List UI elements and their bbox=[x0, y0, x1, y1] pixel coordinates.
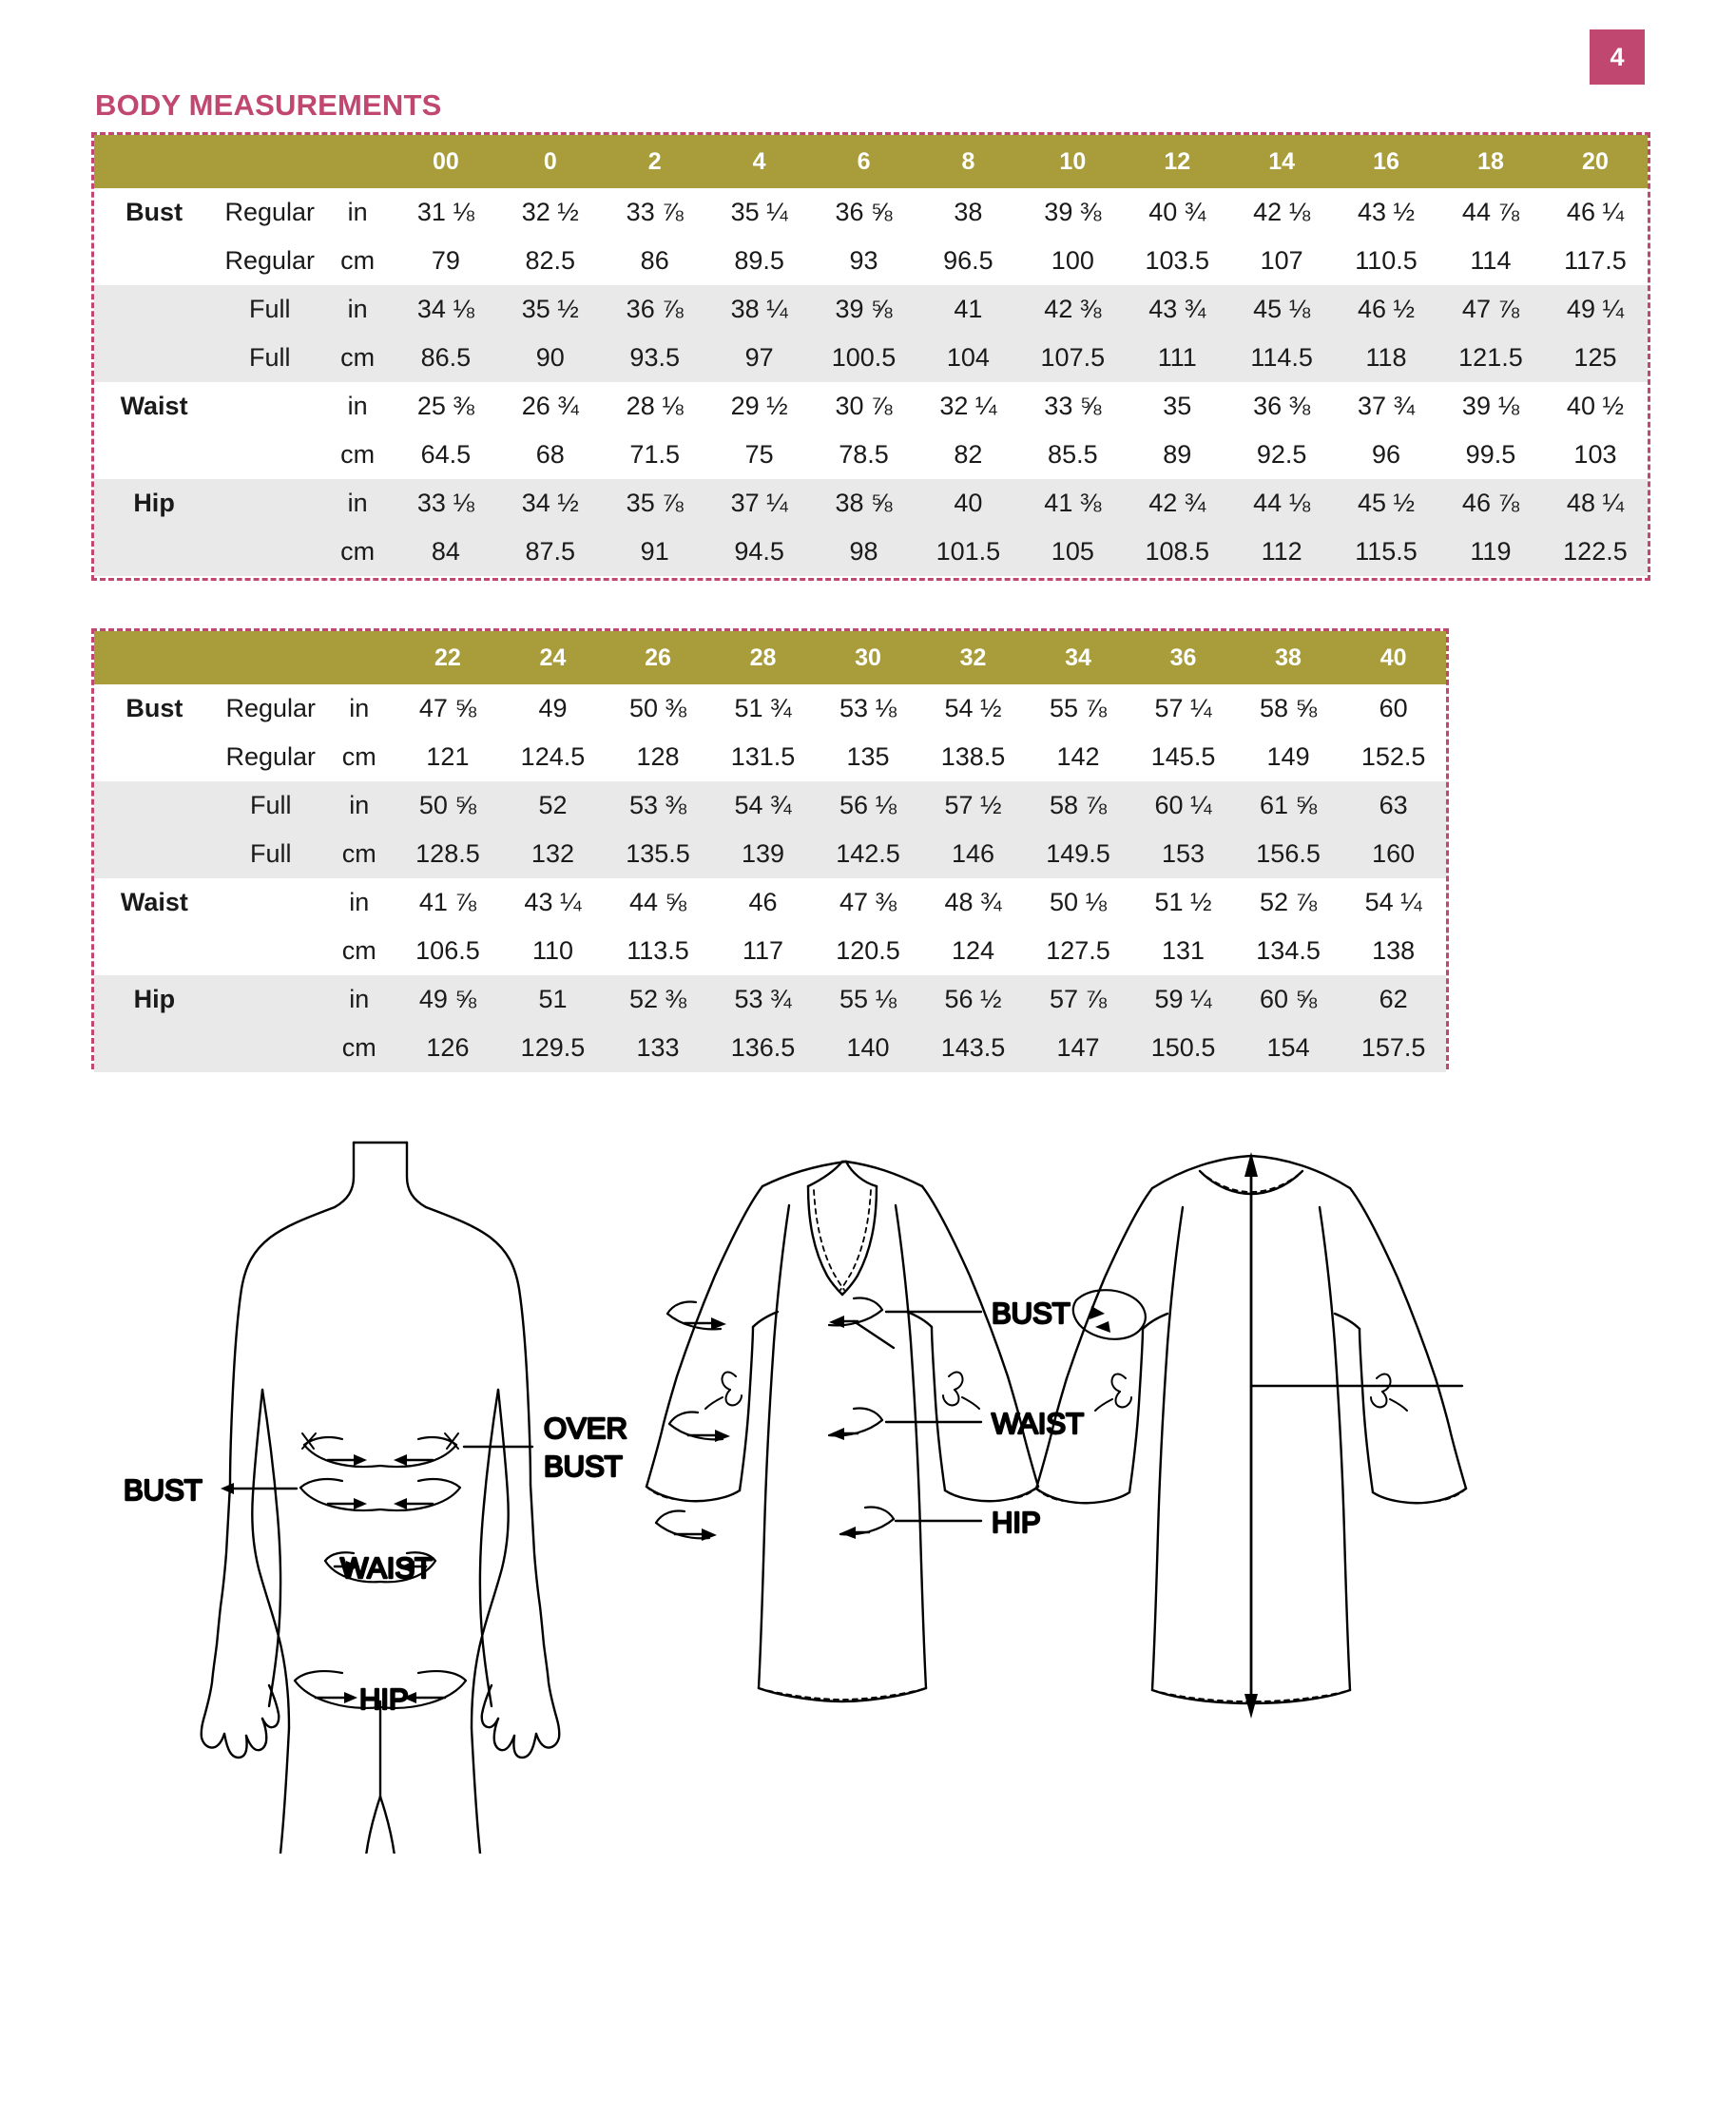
measurement-cell: 38 ⅝ bbox=[812, 479, 916, 528]
measurement-cell: 42 ¾ bbox=[1125, 479, 1229, 528]
measurement-cell: 115.5 bbox=[1334, 528, 1438, 576]
row-group-label bbox=[94, 285, 203, 334]
row-unit-label: in bbox=[333, 781, 395, 830]
measurement-cell: 36 ⅞ bbox=[603, 285, 707, 334]
row-unit-label: in bbox=[347, 198, 368, 226]
row-fit-label bbox=[203, 382, 331, 431]
measurement-cell: 33 ⅛ bbox=[394, 479, 498, 528]
table-row bbox=[94, 975, 1446, 1024]
row-unit-label: in bbox=[331, 479, 394, 528]
row-group-label bbox=[94, 733, 203, 781]
measurement-cell: 160 bbox=[1341, 830, 1446, 878]
measurement-cell: 140 bbox=[816, 1024, 921, 1072]
measurement-cell: 156.5 bbox=[1236, 830, 1341, 878]
measurement-cell: 100 bbox=[1051, 246, 1094, 275]
measurement-cell: 49 ¼ bbox=[1543, 285, 1648, 334]
measurement-cell: 111 bbox=[1125, 334, 1229, 382]
measurement-cell: 36 ⅜ bbox=[1253, 392, 1311, 420]
measurement-cell: 62 bbox=[1341, 975, 1446, 1024]
label-hip-body: HIP bbox=[359, 1682, 409, 1716]
measurement-cell: 79 bbox=[431, 246, 460, 275]
row-fit-label bbox=[203, 431, 331, 479]
measurement-cell: 103 bbox=[1573, 440, 1617, 469]
measurement-cell: 126 bbox=[395, 1024, 501, 1072]
label-waist-body: WAIST bbox=[340, 1551, 434, 1585]
measurement-cell: 131 bbox=[1162, 936, 1206, 965]
measurement-cell: 42 ⅛ bbox=[1253, 198, 1311, 226]
size-header-2: 2 bbox=[603, 135, 707, 188]
measurement-cell: 149.5 bbox=[1026, 830, 1131, 878]
size-header-22: 22 bbox=[395, 631, 501, 684]
size-header-38: 38 bbox=[1236, 631, 1341, 684]
measurement-cell: 121.5 bbox=[1438, 334, 1543, 382]
measurement-cell: 33 ⅝ bbox=[1044, 392, 1102, 420]
row-fit-label bbox=[203, 927, 333, 975]
measurement-cell: 51 ¾ bbox=[734, 694, 792, 722]
measurement-cell: 58 ⅞ bbox=[1026, 781, 1131, 830]
measurement-cell: 93.5 bbox=[603, 334, 707, 382]
measurement-cell: 100.5 bbox=[812, 334, 916, 382]
row-fit-label: Full bbox=[203, 285, 331, 334]
row-group-label bbox=[94, 334, 203, 382]
measurement-cell: 44 ⅝ bbox=[628, 888, 686, 916]
measurement-cell: 49 ⅝ bbox=[395, 975, 501, 1024]
size-header-16: 16 bbox=[1334, 135, 1438, 188]
measurement-cell: 40 bbox=[916, 479, 1020, 528]
measurement-cell: 138.5 bbox=[940, 742, 1006, 771]
measurement-cell: 110 bbox=[531, 936, 573, 965]
measurement-cell: 34 ⅛ bbox=[394, 285, 498, 334]
measurement-cell: 118 bbox=[1334, 334, 1438, 382]
size-header-00: 00 bbox=[394, 135, 498, 188]
size-header-24: 24 bbox=[500, 631, 606, 684]
row-group-label bbox=[94, 927, 203, 975]
measurement-cell: 125 bbox=[1543, 334, 1648, 382]
table-row bbox=[94, 382, 1648, 431]
measurement-cell: 139 bbox=[710, 830, 816, 878]
measurement-cell: 114.5 bbox=[1229, 334, 1334, 382]
measurement-cell: 86 bbox=[640, 246, 669, 275]
measurement-cell: 157.5 bbox=[1341, 1024, 1446, 1072]
table-row bbox=[94, 237, 1648, 285]
measurement-cell: 46 bbox=[748, 888, 778, 916]
row-unit-label: cm bbox=[341, 742, 376, 771]
measurement-cell: 42 ⅜ bbox=[1020, 285, 1125, 334]
measurement-cell: 53 ⅜ bbox=[606, 781, 711, 830]
measurement-cell: 49 bbox=[538, 694, 568, 722]
measurement-cell: 29 ½ bbox=[730, 392, 788, 420]
measurement-cell: 52 bbox=[500, 781, 606, 830]
row-fit-label: Full bbox=[203, 334, 331, 382]
measurement-cell: 45 ⅛ bbox=[1229, 285, 1334, 334]
measurement-cell: 99.5 bbox=[1465, 440, 1516, 469]
measurement-cell: 43 ¾ bbox=[1125, 285, 1229, 334]
measurement-cell: 55 ⅞ bbox=[1050, 694, 1108, 722]
measurement-cell: 35 ⅞ bbox=[603, 479, 707, 528]
size-header-18: 18 bbox=[1438, 135, 1543, 188]
measurement-cell: 41 bbox=[916, 285, 1020, 334]
row-fit-label bbox=[203, 1024, 333, 1072]
measurement-cell: 30 ⅞ bbox=[835, 392, 893, 420]
table-header-row bbox=[94, 135, 1648, 188]
body-measurements-table-sizes-00-20 bbox=[91, 132, 1650, 581]
measurement-cell: 131.5 bbox=[730, 742, 796, 771]
measurement-cell: 61 ⅝ bbox=[1236, 781, 1341, 830]
measurement-cell: 84 bbox=[394, 528, 498, 576]
measurement-cell: 38 bbox=[954, 198, 983, 226]
measurement-cell: 56 ⅛ bbox=[816, 781, 921, 830]
measurement-cell: 106.5 bbox=[415, 936, 480, 965]
measurement-cell: 147 bbox=[1026, 1024, 1131, 1072]
size-header-32: 32 bbox=[920, 631, 1026, 684]
measurement-cell: 46 ⅞ bbox=[1438, 479, 1543, 528]
measurement-cell: 43 ¼ bbox=[524, 888, 582, 916]
dress-back-figure bbox=[1036, 1152, 1466, 1719]
measurement-cell: 138 bbox=[1372, 936, 1416, 965]
page-title: BODY MEASUREMENTS bbox=[95, 88, 442, 122]
measurement-cell: 35 bbox=[1163, 392, 1192, 420]
measurement-cell: 114 bbox=[1470, 246, 1512, 275]
measurement-cell: 146 bbox=[920, 830, 1026, 878]
header-group-col bbox=[94, 631, 203, 684]
row-group-label bbox=[94, 528, 203, 576]
measurement-cell: 32 ½ bbox=[521, 198, 579, 226]
measurement-cell: 89.5 bbox=[734, 246, 784, 275]
measurement-cell: 56 ½ bbox=[920, 975, 1026, 1024]
label-waist-dress: WAIST bbox=[992, 1407, 1085, 1440]
measurement-cell: 107.5 bbox=[1020, 334, 1125, 382]
table-row bbox=[94, 1024, 1446, 1072]
table-header bbox=[94, 631, 1446, 684]
row-group-label bbox=[94, 1024, 203, 1072]
measurement-cell: 103.5 bbox=[1145, 246, 1210, 275]
label-over-bust-line1: OVER bbox=[544, 1412, 627, 1445]
table-row bbox=[94, 188, 1648, 237]
measurement-cell: 75 bbox=[744, 440, 774, 469]
measurement-cell: 113.5 bbox=[627, 936, 689, 965]
measurement-cell: 124.5 bbox=[520, 742, 586, 771]
measurement-cell: 105 bbox=[1020, 528, 1125, 576]
dress-front-figure bbox=[646, 1162, 1038, 1701]
size-header-20: 20 bbox=[1543, 135, 1648, 188]
measurement-cell: 36 ⅝ bbox=[835, 198, 893, 226]
row-fit-label: Regular bbox=[225, 742, 317, 771]
measurement-cell: 133 bbox=[606, 1024, 711, 1072]
row-unit-label: in bbox=[331, 285, 394, 334]
measurement-cell: 48 ¼ bbox=[1543, 479, 1648, 528]
row-fit-label: Regular bbox=[224, 246, 316, 275]
measurement-cell: 143.5 bbox=[920, 1024, 1026, 1072]
measurement-cell: 142 bbox=[1056, 742, 1100, 771]
measurement-cell: 89 bbox=[1163, 440, 1192, 469]
illustrations-svg bbox=[0, 1131, 1736, 1854]
row-fit-label bbox=[203, 878, 333, 927]
measurement-cell: 150.5 bbox=[1130, 1024, 1236, 1072]
row-unit-label: in bbox=[349, 694, 370, 722]
measurement-cell: 47 ⅞ bbox=[1438, 285, 1543, 334]
measurement-cell: 51 bbox=[500, 975, 606, 1024]
measurement-cell: 129.5 bbox=[500, 1024, 606, 1072]
measurement-cell: 91 bbox=[603, 528, 707, 576]
measurement-illustrations bbox=[0, 1131, 1736, 1854]
measurement-cell: 82.5 bbox=[525, 246, 576, 275]
row-unit-label: cm bbox=[341, 936, 376, 965]
table-row bbox=[94, 528, 1648, 576]
size-header-6: 6 bbox=[812, 135, 916, 188]
measurement-cell: 90 bbox=[498, 334, 603, 382]
row-fit-label bbox=[203, 975, 333, 1024]
measurement-cell: 39 ⅜ bbox=[1044, 198, 1102, 226]
table-row bbox=[94, 927, 1446, 975]
measurement-cell: 48 ¾ bbox=[944, 888, 1002, 916]
row-group-label: Waist bbox=[120, 392, 188, 420]
measurement-cell: 132 bbox=[500, 830, 606, 878]
measurement-cell: 60 bbox=[1379, 694, 1408, 722]
measurement-cell: 120.5 bbox=[836, 936, 900, 965]
row-group-label bbox=[94, 431, 203, 479]
size-header-12: 12 bbox=[1125, 135, 1229, 188]
table-row bbox=[94, 479, 1648, 528]
measurement-cell: 124 bbox=[951, 936, 995, 965]
measurement-cell: 58 ⅝ bbox=[1260, 694, 1318, 722]
row-fit-label: Regular bbox=[225, 694, 317, 722]
measurement-cell: 46 ½ bbox=[1334, 285, 1438, 334]
table-row bbox=[94, 285, 1648, 334]
header-unit-col bbox=[333, 631, 395, 684]
measurement-cell: 119 bbox=[1438, 528, 1543, 576]
measurement-cell: 45 ½ bbox=[1334, 479, 1438, 528]
measurement-cell: 110.5 bbox=[1355, 246, 1418, 275]
table-row bbox=[94, 431, 1648, 479]
measurement-cell: 85.5 bbox=[1048, 440, 1098, 469]
label-over-bust-line2: BUST bbox=[544, 1450, 623, 1483]
page-number-badge bbox=[1590, 29, 1645, 85]
row-group-label: Waist bbox=[120, 888, 188, 916]
row-fit-label bbox=[203, 528, 331, 576]
measurement-cell: 51 ½ bbox=[1154, 888, 1212, 916]
measurement-cell: 149 bbox=[1266, 742, 1310, 771]
measurement-cell: 54 ¼ bbox=[1364, 888, 1422, 916]
header-fit-col bbox=[203, 135, 331, 188]
header-fit-col bbox=[203, 631, 333, 684]
measurement-cell: 55 ⅛ bbox=[816, 975, 921, 1024]
measurement-cell: 145.5 bbox=[1150, 742, 1216, 771]
table-header-row bbox=[94, 631, 1446, 684]
measurement-cell: 37 ¾ bbox=[1358, 392, 1416, 420]
row-unit-label: in bbox=[347, 392, 368, 420]
row-unit-label: in bbox=[333, 975, 395, 1024]
measurement-cell: 32 ¼ bbox=[939, 392, 997, 420]
measurement-cell: 96.5 bbox=[943, 246, 993, 275]
measurement-cell: 44 ⅛ bbox=[1229, 479, 1334, 528]
table-row bbox=[94, 334, 1648, 382]
measurement-cell: 44 ⅞ bbox=[1461, 198, 1519, 226]
table-body bbox=[94, 684, 1446, 1072]
measurement-cell: 135.5 bbox=[606, 830, 711, 878]
table-row bbox=[94, 733, 1446, 781]
measurement-cell: 108.5 bbox=[1125, 528, 1229, 576]
measurement-cell: 57 ½ bbox=[920, 781, 1026, 830]
row-group-label bbox=[94, 781, 203, 830]
measurement-cell: 92.5 bbox=[1256, 440, 1307, 469]
measurement-cell: 153 bbox=[1130, 830, 1236, 878]
measurement-cell: 57 ⅞ bbox=[1026, 975, 1131, 1024]
measurement-cell: 82 bbox=[954, 440, 983, 469]
size-header-8: 8 bbox=[916, 135, 1020, 188]
measurement-cell: 112 bbox=[1229, 528, 1334, 576]
measurement-cell: 47 ⅝ bbox=[418, 694, 476, 722]
size-header-14: 14 bbox=[1229, 135, 1334, 188]
size-header-40: 40 bbox=[1341, 631, 1446, 684]
measurement-cell: 35 ¼ bbox=[730, 198, 788, 226]
table-body bbox=[94, 188, 1648, 576]
measurement-cell: 50 ⅝ bbox=[395, 781, 501, 830]
measurement-cell: 43 ½ bbox=[1358, 198, 1416, 226]
row-unit-label: cm bbox=[333, 830, 395, 878]
page-number-text: 4 bbox=[1610, 42, 1625, 71]
row-fit-label: Regular bbox=[224, 198, 316, 226]
row-unit-label: cm bbox=[331, 528, 394, 576]
row-group-label: Hip bbox=[94, 975, 203, 1024]
measurement-cell: 152.5 bbox=[1360, 742, 1426, 771]
measurement-cell: 68 bbox=[535, 440, 565, 469]
measurement-cell: 50 ⅜ bbox=[628, 694, 686, 722]
measurement-cell: 53 ¾ bbox=[710, 975, 816, 1024]
table-header bbox=[94, 135, 1648, 188]
row-group-label: Bust bbox=[125, 198, 183, 226]
row-unit-label: in bbox=[349, 888, 370, 916]
measurement-cell: 39 ⅛ bbox=[1461, 392, 1519, 420]
measurement-cell: 122.5 bbox=[1543, 528, 1648, 576]
measurement-cell: 64.5 bbox=[420, 440, 472, 469]
measurement-cell: 107 bbox=[1260, 246, 1303, 275]
size-header-26: 26 bbox=[606, 631, 711, 684]
measurement-cell: 40 ½ bbox=[1566, 392, 1624, 420]
table-row bbox=[94, 830, 1446, 878]
row-unit-label: cm bbox=[333, 1024, 395, 1072]
measurement-table-1 bbox=[94, 135, 1648, 576]
measurement-cell: 121 bbox=[426, 742, 470, 771]
row-group-label bbox=[94, 830, 203, 878]
row-unit-label: cm bbox=[340, 440, 376, 469]
row-group-label: Bust bbox=[125, 694, 183, 722]
measurement-cell: 40 ¾ bbox=[1148, 198, 1206, 226]
measurement-cell: 154 bbox=[1236, 1024, 1341, 1072]
table-row bbox=[94, 878, 1446, 927]
measurement-cell: 53 ⅛ bbox=[839, 694, 897, 722]
measurement-cell: 71.5 bbox=[629, 440, 680, 469]
header-group-col bbox=[94, 135, 203, 188]
size-header-34: 34 bbox=[1026, 631, 1131, 684]
size-header-4: 4 bbox=[707, 135, 812, 188]
measurement-cell: 35 ½ bbox=[498, 285, 603, 334]
measurement-cell: 25 ⅜ bbox=[416, 392, 474, 420]
measurement-cell: 47 ⅜ bbox=[839, 888, 897, 916]
measurement-cell: 117 bbox=[742, 936, 784, 965]
header-unit-col bbox=[331, 135, 394, 188]
row-fit-label: Full bbox=[203, 781, 333, 830]
measurement-cell: 57 ¼ bbox=[1154, 694, 1212, 722]
measurement-cell: 97 bbox=[707, 334, 812, 382]
row-fit-label bbox=[203, 479, 331, 528]
measurement-cell: 59 ¼ bbox=[1130, 975, 1236, 1024]
measurement-cell: 37 ¼ bbox=[707, 479, 812, 528]
measurement-cell: 50 ⅛ bbox=[1050, 888, 1108, 916]
measurement-cell: 60 ⅝ bbox=[1236, 975, 1341, 1024]
size-header-0: 0 bbox=[498, 135, 603, 188]
size-header-10: 10 bbox=[1020, 135, 1125, 188]
measurement-cell: 117.5 bbox=[1564, 246, 1627, 275]
measurement-cell: 34 ½ bbox=[498, 479, 603, 528]
measurement-cell: 86.5 bbox=[394, 334, 498, 382]
measurement-cell: 128.5 bbox=[395, 830, 501, 878]
row-group-label bbox=[94, 237, 203, 285]
measurement-cell: 31 ⅛ bbox=[416, 198, 474, 226]
size-header-36: 36 bbox=[1130, 631, 1236, 684]
measurement-cell: 26 ¾ bbox=[521, 392, 579, 420]
measurement-cell: 93 bbox=[849, 246, 878, 275]
measurement-cell: 28 ⅛ bbox=[626, 392, 684, 420]
table-row bbox=[94, 684, 1446, 733]
measurement-cell: 136.5 bbox=[710, 1024, 816, 1072]
measurement-cell: 142.5 bbox=[816, 830, 921, 878]
measurement-cell: 98 bbox=[812, 528, 916, 576]
measurement-cell: 87.5 bbox=[498, 528, 603, 576]
measurement-cell: 41 ⅞ bbox=[418, 888, 476, 916]
measurement-cell: 54 ¾ bbox=[710, 781, 816, 830]
label-bust-dress: BUST bbox=[992, 1297, 1071, 1330]
measurement-cell: 94.5 bbox=[707, 528, 812, 576]
measurement-cell: 41 ⅜ bbox=[1020, 479, 1125, 528]
row-fit-label: Full bbox=[203, 830, 333, 878]
table-row bbox=[94, 781, 1446, 830]
measurement-cell: 63 bbox=[1341, 781, 1446, 830]
label-hip-dress: HIP bbox=[992, 1506, 1041, 1539]
body-measurements-table-sizes-22-40 bbox=[91, 628, 1449, 1069]
measurement-cell: 78.5 bbox=[839, 440, 889, 469]
row-group-label: Hip bbox=[94, 479, 203, 528]
measurement-cell: 134.5 bbox=[1256, 936, 1321, 965]
measurement-cell: 127.5 bbox=[1046, 936, 1110, 965]
row-unit-label: cm bbox=[340, 246, 376, 275]
row-unit-label: cm bbox=[331, 334, 394, 382]
measurement-cell: 38 ¼ bbox=[707, 285, 812, 334]
measurement-cell: 52 ⅞ bbox=[1260, 888, 1318, 916]
measurement-cell: 101.5 bbox=[916, 528, 1020, 576]
measurement-cell: 33 ⅞ bbox=[626, 198, 684, 226]
measurement-cell: 60 ¼ bbox=[1130, 781, 1236, 830]
measurement-cell: 96 bbox=[1372, 440, 1401, 469]
measurement-cell: 128 bbox=[636, 742, 680, 771]
measurement-cell: 52 ⅜ bbox=[606, 975, 711, 1024]
body-front-figure bbox=[202, 1143, 560, 1854]
measurement-cell: 46 ¼ bbox=[1566, 198, 1624, 226]
measurement-cell: 39 ⅝ bbox=[812, 285, 916, 334]
measurement-cell: 104 bbox=[916, 334, 1020, 382]
measurement-cell: 135 bbox=[846, 742, 890, 771]
size-header-28: 28 bbox=[710, 631, 816, 684]
measurement-table-2 bbox=[94, 631, 1446, 1072]
measurement-cell: 54 ½ bbox=[944, 694, 1002, 722]
size-header-30: 30 bbox=[816, 631, 921, 684]
label-bust-body: BUST bbox=[124, 1473, 203, 1507]
